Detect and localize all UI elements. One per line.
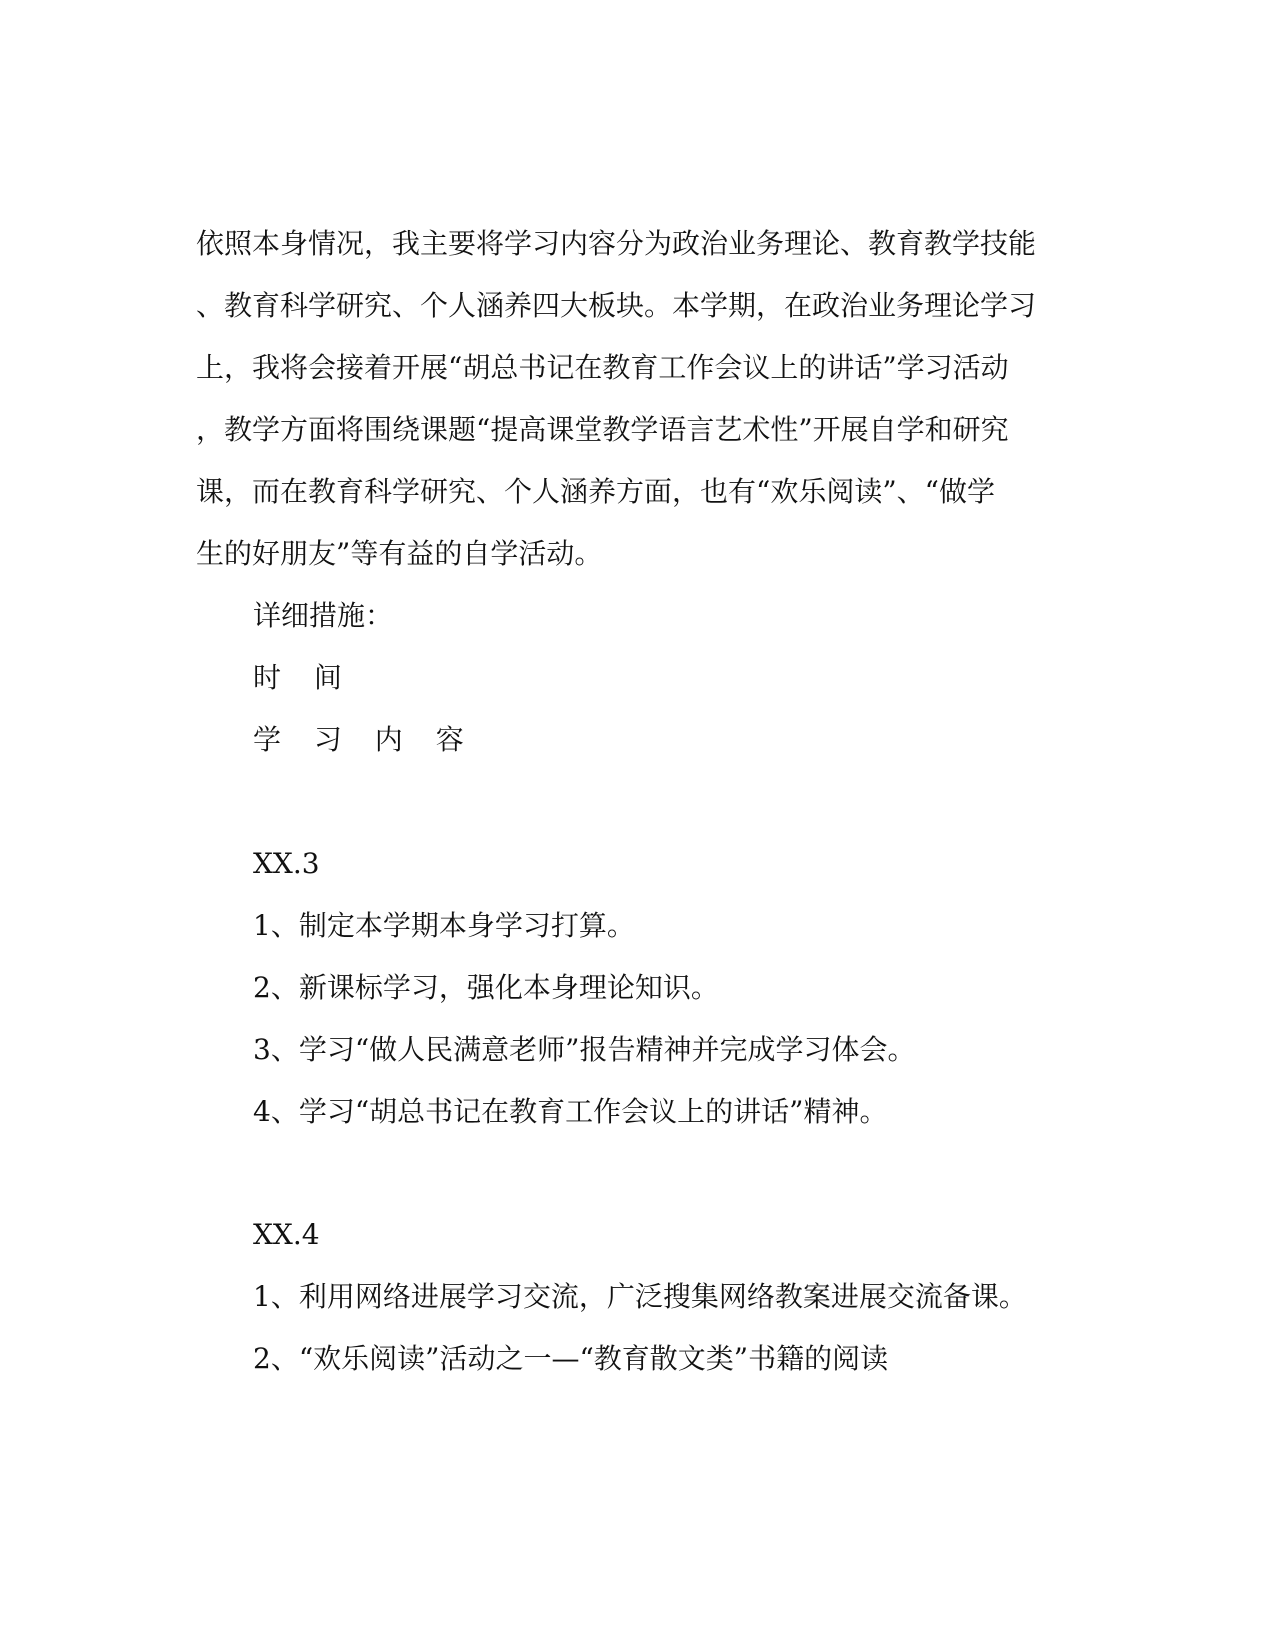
paragraph-line-3: 上，我将会接着开展“胡总书记在教育工作会议上的讲话”学习活动 (196, 351, 1009, 384)
paragraph-line-6: 生的好朋友”等有益的自学活动。 (196, 537, 603, 570)
paragraph-line-4: ，教学方面将围绕课题“提高课堂教学语言艺术性”开展自学和研究 (196, 413, 1009, 446)
section-1-item-1: 1、制定本学期本身学习打算。 (253, 909, 635, 942)
section-2-item-1: 1、利用网络进展学习交流，广泛搜集网络教案进展交流备课。 (253, 1280, 1027, 1313)
section-1-item-3: 3、学习“做人民满意老师”报告精神并完成学习体会。 (253, 1033, 916, 1066)
table-header-content: 学 习 内 容 (253, 723, 476, 756)
paragraph-line-1: 依照本身情况，我主要将学习内容分为政治业务理论、教育教学技能 (196, 227, 1037, 260)
table-header-time: 时 间 (253, 661, 354, 694)
section-month-2: XX.4 (253, 1218, 320, 1251)
section-1-item-2: 2、新课标学习，强化本身理论知识。 (253, 971, 719, 1004)
measures-heading: 详细措施： (253, 599, 394, 632)
paragraph-line-5: 课，而在教育科学研究、个人涵养方面，也有“欢乐阅读”、“做学 (196, 475, 995, 508)
section-2-item-2: 2、“欢乐阅读”活动之一—“教育散文类”书籍的阅读 (253, 1342, 889, 1375)
section-month-1: XX.3 (253, 847, 320, 880)
paragraph-line-2: 、教育科学研究、个人涵养四大板块。本学期，在政治业务理论学习 (196, 289, 1037, 322)
section-1-item-4: 4、学习“胡总书记在教育工作会议上的讲话”精神。 (253, 1095, 888, 1128)
